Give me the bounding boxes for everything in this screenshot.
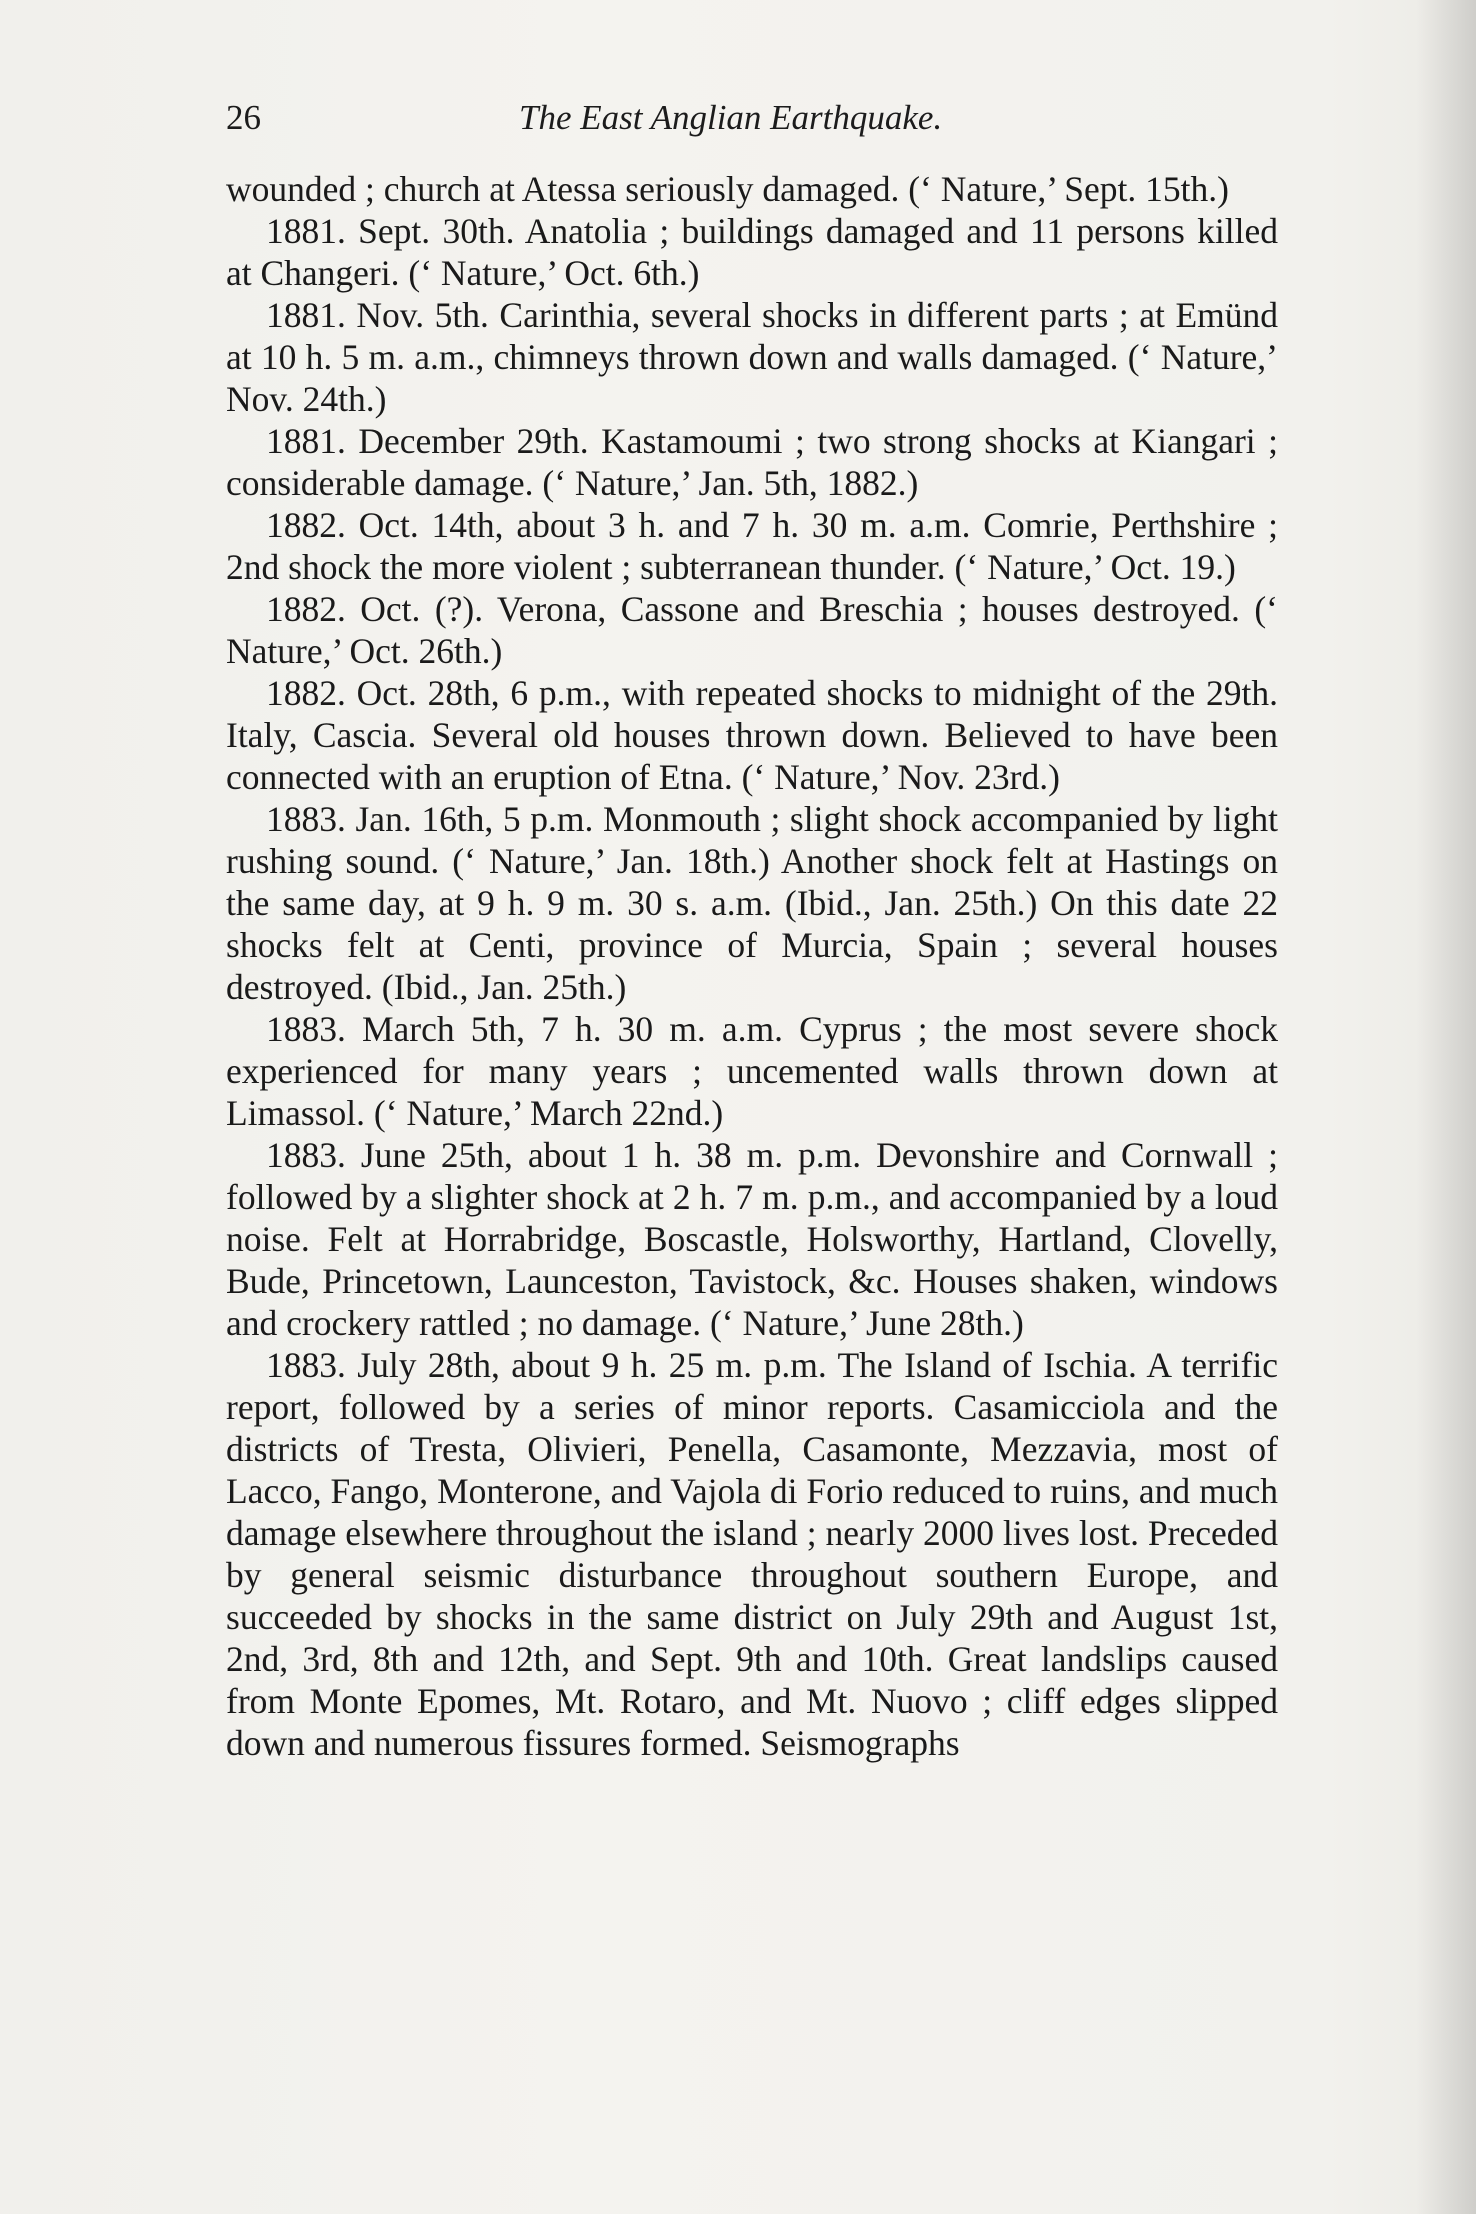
paragraph: 1883. Jan. 16th, 5 p.m. Monmouth ; slight shock accompanied by light rushing sound. (‘ Nature,’ Jan. 18th.) Another shock felt at Hastings on the same day, at 9 h. 9 m. 30 s. a.m. (Ibid., Jan. 25th.) On this date 22 shocks felt at Centi, province of Murcia, Spain ; several houses destroyed. (Ibid., Jan. 25th.) <box>226 799 1278 1007</box>
paragraph: 1882. Oct. (?). Verona, Cassone and Breschia ; houses destroyed. (‘ Nature,’ Oct. 26th.) <box>226 589 1278 671</box>
page-edge-shadow <box>1416 0 1476 2214</box>
paragraph: 1881. December 29th. Kastamoumi ; two strong shocks at Kiangari ; considerable damage. (‘ Nature,’ Jan. 5th, 1882.) <box>226 421 1278 503</box>
paragraph: 1883. June 25th, about 1 h. 38 m. p.m. Devonshire and Cornwall ; followed by a slighter shock at 2 h. 7 m. p.m., and accompanied by a loud noise. Felt at Horrabridge, Boscastle, Holsworthy, Hartland, Clovelly, Bude, Princetown, Launceston, Tavistock, &c. Houses shaken, windows and crockery rattled ; no damage. (‘ Nature,’ June 28th.) <box>226 1135 1278 1343</box>
running-title: The East Anglian Earthquake. <box>519 98 943 137</box>
page-number: 26 <box>226 98 261 137</box>
paragraph: 1883. July 28th, about 9 h. 25 m. p.m. The Island of Ischia. A terrific report, followed by a series of minor reports. Casamicciola and the districts of Tresta, Olivieri, Penella, Casamonte, Mezzavia, most of Lacco, Fango, Monterone, and Vajola di Forio reduced to ruins, and much damage elsewhere throughout the island ; nearly 2000 lives lost. Preceded by general seismic disturbance throughout southern Europe, and succeeded by shocks in the same district on July 29th and August 1st, 2nd, 3rd, 8th and 12th, and Sept. 9th and 10th. Great landslips caused from Monte Epomes, Mt. Rotaro, and Mt. Nuovo ; cliff edges slipped down and numerous fissures formed. Seismographs <box>226 1345 1278 1763</box>
paragraph: 1882. Oct. 14th, about 3 h. and 7 h. 30 m. a.m. Comrie, Perthshire ; 2nd shock the more violent ; subterranean thunder. (‘ Nature,’ Oct. 19.) <box>226 505 1278 587</box>
paragraph: wounded ; church at Atessa seriously damaged. (‘ Nature,’ Sept. 15th.) <box>226 169 1229 209</box>
paragraph: 1882. Oct. 28th, 6 p.m., with repeated shocks to midnight of the 29th. Italy, Cascia. Several old houses thrown down. Believed to have been connected with an eruption of Etna. (‘ Nature,’ Nov. 23rd.) <box>226 673 1278 797</box>
paragraph: 1883. March 5th, 7 h. 30 m. a.m. Cyprus ; the most severe shock experienced for many years ; uncemented walls thrown down at Limassol. (‘ Nature,’ March 22nd.) <box>226 1009 1278 1133</box>
paragraph: 1881. Sept. 30th. Anatolia ; buildings damaged and 11 persons killed at Changeri. (‘ Nature,’ Oct. 6th.) <box>226 211 1278 293</box>
page-header <box>226 98 1278 154</box>
body-text <box>226 168 1278 1764</box>
paragraph: 1881. Nov. 5th. Carinthia, several shocks in different parts ; at Emünd at 10 h. 5 m. a.m., chimneys thrown down and walls damaged. (‘ Nature,’ Nov. 24th.) <box>226 295 1278 419</box>
